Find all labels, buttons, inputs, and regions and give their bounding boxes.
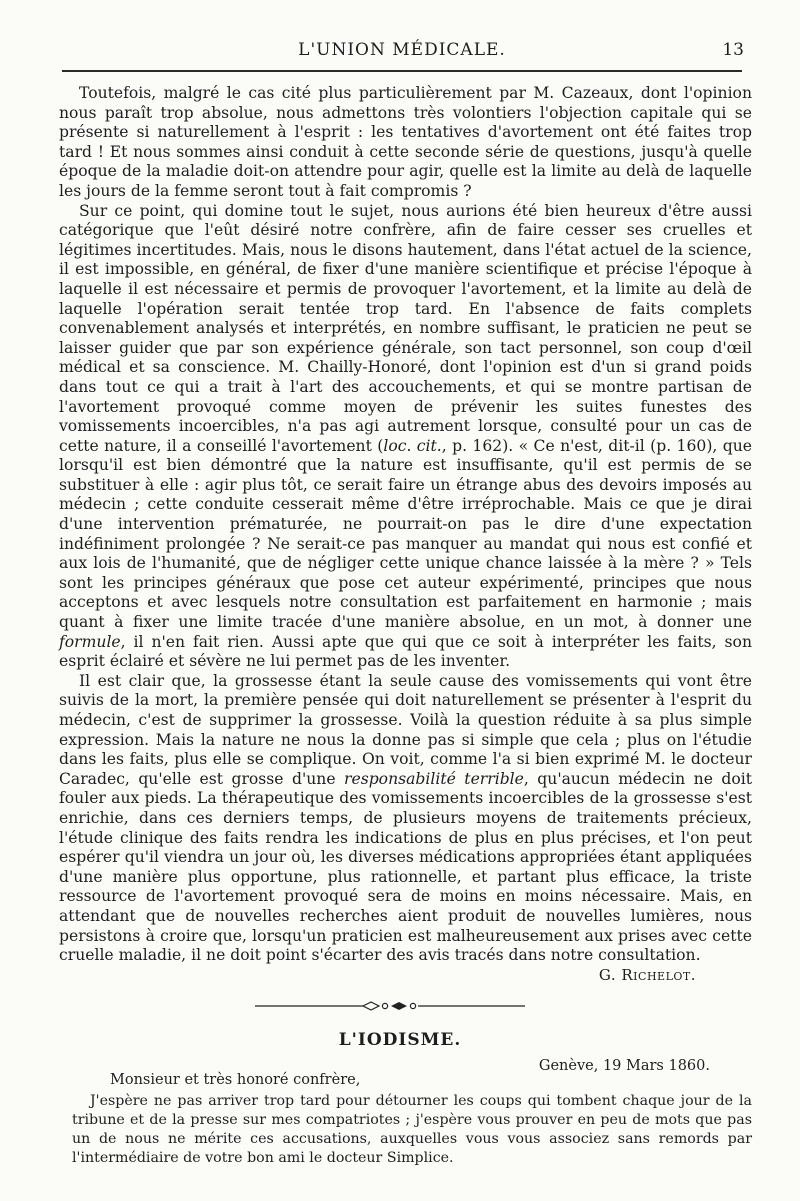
emphasis-formule: formule: [59, 632, 121, 651]
letter-dateline: Genève, 19 Mars 1860.: [538, 1058, 710, 1074]
page-number: 13: [722, 40, 744, 60]
paragraph-2-text-c: , il n'en fait rien. Aussi apte que qui que ce soit à interpréter les faits, son esprit éclairé et sévère ne lui permet pas de les inventer.: [59, 632, 752, 671]
paragraph-3-text-b: , qu'aucun médecin ne doit fouler aux pieds. La thérapeutique des vomissements incoercibles de la grossesse s'est enrichie, dans ces derniers temps, de plusieurs moyens de traitements précieux, l'étude clinique des faits rendra les indications de plus en plus précises, et l'on peut espérer qu'il viendra un jour où, les diverses médications appropriées étant appliquées d'une manière plus opportune, plus rationnelle, et partant plus efficace, la triste ressource de l'avortement provoqué sera de moins en moins nécessaire. Mais, en attendant que de nouvelles recherches aient produit de nouvelles lumières, nous persistons à croire que, lorsqu'un praticien est malheureusement aux prises avec cette cruelle maladie, il ne doit point s'écarter des avis tracés dans notre consultation.: [59, 769, 752, 965]
header-rule: [62, 70, 742, 72]
article-body: [59, 84, 752, 966]
letter-body: [72, 1092, 752, 1168]
paragraph-2-text-a: Sur ce point, qui domine tout le sujet, nous aurions été bien heureux d'être aussi catégorique que l'eût désiré notre confrère, afin de faire cesser ses cruelles et légitimes incertitudes. Mais, nous le disons hautement, dans l'état actuel de la science, il est impossible, en général, de fixer d'une manière scientifique et précise l'époque à laquelle il est nécessaire et permis de provoquer l'avortement, et la limite au delà de laquelle l'opération serait tentée trop tard. En l'absence de faits complets convenablement analysés et interprétés, en nombre suffisant, le praticien ne peut se laisser guider que par son expérience générale, son tact personnel, son coup d'œil médical et sa conscience. M. Chailly-Honoré, dont l'opinion est d'un si grand poids dans tout ce qui a trait à l'art des accouchements, et qui se montre partisan de l'avortement provoqué comme moyen de prévenir les suites funestes des vomissements incoercibles, n'a pas agi autrement lorsque, consulté pour un cas de cette nature, il a conseillé l'avortement (: [59, 201, 752, 455]
paragraph-2: [59, 202, 752, 672]
section-divider-ornament: [255, 1000, 525, 1012]
paragraph-2-text-b: , p. 162). « Ce n'est, dit-il (p. 160), que lorsqu'il est bien démontré que la nature est insuffisante, qu'il est permis de se substituer à elle : agir plus tôt, ce serait faire un étrange abus des devoirs imposés au médecin ; cette conduite cesserait même d'être irréprochable. Mais ce que je dirai d'une intervention prématurée, ne pourrait-on pas le dire d'une expectation indéfiniment prolongée ? Ne serait-ce pas manquer au mandat qui nous est confié et aux lois de l'humanité, que de négliger cette unique chance laissée à la mère ? » Tels sont les principes généraux que pose cet auteur expérimenté, principes que nous acceptons et avec lesquels notre consultation est parfaitement en harmonie ; mais quant à fixer une limite tracée d'une manière absolue, en un mot, à donner une: [59, 436, 752, 632]
paragraph-3-text-a: Il est clair que, la grossesse étant la seule cause des vomissements qui vont être suivis de la mort, la première pensée qui doit naturellement se présenter à l'esprit du médecin, c'est de supprimer la grossesse. Voilà la question réduite à sa plus simple expression. Mais la nature ne nous la donne pas si simple que cela ; plus on l'étudie dans les faits, plus elle se complique. On voit, comme l'a si bien exprimé M. le docteur Caradec, qu'elle est grosse d'une: [59, 671, 752, 788]
emphasis-responsabilite: responsabilité terrible: [344, 769, 524, 788]
page-header: [60, 36, 744, 64]
section-title: L'IODISME.: [338, 1030, 462, 1050]
letter-paragraph: J'espère ne pas arriver trop tard pour détourner les coups qui tombent chaque jour de la tribune et de la presse sur mes compatriotes ; j'espère vous prouver en peu de mots que pas un de nous ne mérite ces accusations, auxquelles vous vous associez sans remords par l'intermédiaire de votre bon ami le docteur Simplice.: [72, 1093, 752, 1166]
citation-loc-cit: loc. cit.: [383, 436, 442, 455]
paragraph-1: Toutefois, malgré le cas cité plus particulièrement par M. Cazeaux, dont l'opinion nous paraît trop absolue, nous admettons très volontiers l'objection capitale qui se présente si naturellement à l'esprit : les tentatives d'avortement ont été faites trop tard ! Et nous sommes ainsi conduit à cette seconde série de questions, jusqu'à quelle époque de la maladie doit-on attendre pour agir, quelle est la limite au delà de laquelle les jours de la femme seront tout à fait compromis ?: [59, 84, 752, 200]
letter-salutation: Monsieur et très honoré confrère,: [110, 1072, 361, 1088]
running-title: L'UNION MÉDICALE.: [298, 40, 506, 60]
author-signature: G. Richelot.: [598, 966, 696, 984]
paragraph-3: [59, 672, 752, 966]
